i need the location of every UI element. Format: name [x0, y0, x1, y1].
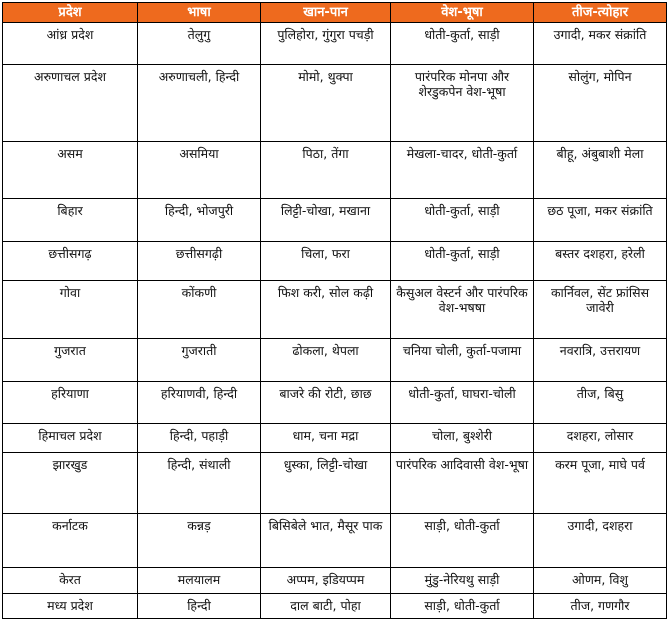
- cell-state: बिहार: [3, 199, 138, 242]
- table-row: [3, 514, 667, 568]
- cell-food: पिठा, तेंगा: [261, 142, 391, 199]
- cell-attire: मेखला-चादर, धोती-कुर्ता: [391, 142, 534, 199]
- cell-state: गुजरात: [3, 339, 138, 382]
- cell-food: धाम, चना मद्रा: [261, 424, 391, 453]
- cell-food: दाल बाटी, पोहा: [261, 594, 391, 619]
- cell-attire: चनिया चोली, कुर्ता-पजामा: [391, 339, 534, 382]
- cell-attire: धोती-कुर्ता, साड़ी: [391, 199, 534, 242]
- cell-language: हिन्दी, पहाड़ी: [138, 424, 261, 453]
- cell-state: केरत: [3, 568, 138, 594]
- cell-language: हिन्दी, संथाली: [138, 453, 261, 514]
- cell-attire: चोला, बुश्शेरी: [391, 424, 534, 453]
- cell-food: मोमो, थुक्पा: [261, 65, 391, 142]
- cell-attire: मुंडु-नेरियथु साड़ी: [391, 568, 534, 594]
- cell-food: फिश करी, सोल कढ़ी: [261, 281, 391, 339]
- table-row: [3, 424, 667, 453]
- cell-state: गोवा: [3, 281, 138, 339]
- cell-attire: धोती-कुर्ता, साड़ी: [391, 242, 534, 281]
- cell-language: असमिया: [138, 142, 261, 199]
- cell-language: हिन्दी, भोजपुरी: [138, 199, 261, 242]
- cell-state: हिमाचल प्रदेश: [3, 424, 138, 453]
- cell-state: हरियाणा: [3, 382, 138, 424]
- cell-food: चिला, फरा: [261, 242, 391, 281]
- cell-food: ढोकला, थेपला: [261, 339, 391, 382]
- cell-festivals: उगादी, दशहरा: [534, 514, 667, 568]
- cell-food: पुलिहोरा, गुंगुरा पचड़ी: [261, 23, 391, 65]
- header-state: प्रदेश: [3, 3, 138, 23]
- cell-festivals: सोलुंग, मोपिन: [534, 65, 667, 142]
- cell-state: झारखुड: [3, 453, 138, 514]
- table-row: [3, 242, 667, 281]
- cell-festivals: बस्तर दशहरा, हरेली: [534, 242, 667, 281]
- table-header-row: [3, 3, 667, 23]
- cell-attire: पारंपरिक आदिवासी वेश-भूषा: [391, 453, 534, 514]
- cell-festivals: दशहरा, लोसार: [534, 424, 667, 453]
- table-row: [3, 382, 667, 424]
- cell-food: धुस्का, लिट्टी-चोखा: [261, 453, 391, 514]
- cell-language: तेलुगु: [138, 23, 261, 65]
- cell-state: कर्नाटक: [3, 514, 138, 568]
- cell-food: बाजरे की रोटी, छाछ: [261, 382, 391, 424]
- cell-attire: कैसुअल वेस्टर्न और पारंपरिक वेश-भषषा: [391, 281, 534, 339]
- cell-attire: साड़ी, धोती-कुर्ता: [391, 594, 534, 619]
- cell-festivals: करम पूजा, माघे पर्व: [534, 453, 667, 514]
- cell-language: गुजराती: [138, 339, 261, 382]
- cell-festivals: नवरात्रि, उत्तरायण: [534, 339, 667, 382]
- table-row: [3, 339, 667, 382]
- cell-festivals: तीज, गणगौर: [534, 594, 667, 619]
- cell-festivals: उगादी, मकर संक्रांति: [534, 23, 667, 65]
- header-festivals: तीज-त्योहार: [534, 3, 667, 23]
- cell-language: कन्नड़: [138, 514, 261, 568]
- table-row: [3, 453, 667, 514]
- table-row: [3, 65, 667, 142]
- table-row: [3, 568, 667, 594]
- cell-language: हिन्दी: [138, 594, 261, 619]
- table-row: [3, 142, 667, 199]
- cell-food: बिसिबेले भात, मैसूर पाक: [261, 514, 391, 568]
- header-language: भाषा: [138, 3, 261, 23]
- culture-table-container: [2, 2, 667, 619]
- cell-state: मध्य प्रदेश: [3, 594, 138, 619]
- cell-attire: धोती-कुर्ता, घाघरा-चोली: [391, 382, 534, 424]
- table-row: [3, 281, 667, 339]
- cell-attire: साड़ी, धोती-कुर्ता: [391, 514, 534, 568]
- cell-food: अप्पम, इडियप्पम: [261, 568, 391, 594]
- cell-state: छत्तीसगढ़: [3, 242, 138, 281]
- cell-festivals: छठ पूजा, मकर संक्रांति: [534, 199, 667, 242]
- cell-festivals: बीहू, अंबुबाशी मेला: [534, 142, 667, 199]
- cell-attire: धोती-कुर्ता, साड़ी: [391, 23, 534, 65]
- table-row: [3, 594, 667, 619]
- cell-state: आंध्र प्रदेश: [3, 23, 138, 65]
- table-row: [3, 199, 667, 242]
- cell-state: अरुणाचल प्रदेश: [3, 65, 138, 142]
- header-attire: वेश-भूषा: [391, 3, 534, 23]
- cell-state: असम: [3, 142, 138, 199]
- cell-language: कोंकणी: [138, 281, 261, 339]
- cell-attire: पारंपरिक मोनपा और शेरडुकपेन वेश-भूषा: [391, 65, 534, 142]
- cell-festivals: ओणम, विशु: [534, 568, 667, 594]
- cell-food: लिट्टी-चोखा, मखाना: [261, 199, 391, 242]
- cell-language: छत्तीसगढ़ी: [138, 242, 261, 281]
- cell-festivals: तीज, बिसु: [534, 382, 667, 424]
- cell-language: अरुणाचली, हिन्दी: [138, 65, 261, 142]
- cell-language: हरियाणवी, हिन्दी: [138, 382, 261, 424]
- cell-language: मलयालम: [138, 568, 261, 594]
- culture-table: [2, 2, 667, 619]
- cell-festivals: कार्निवल, सेंट फ्रांसिस जावेरी: [534, 281, 667, 339]
- header-food: खान-पान: [261, 3, 391, 23]
- table-row: [3, 23, 667, 65]
